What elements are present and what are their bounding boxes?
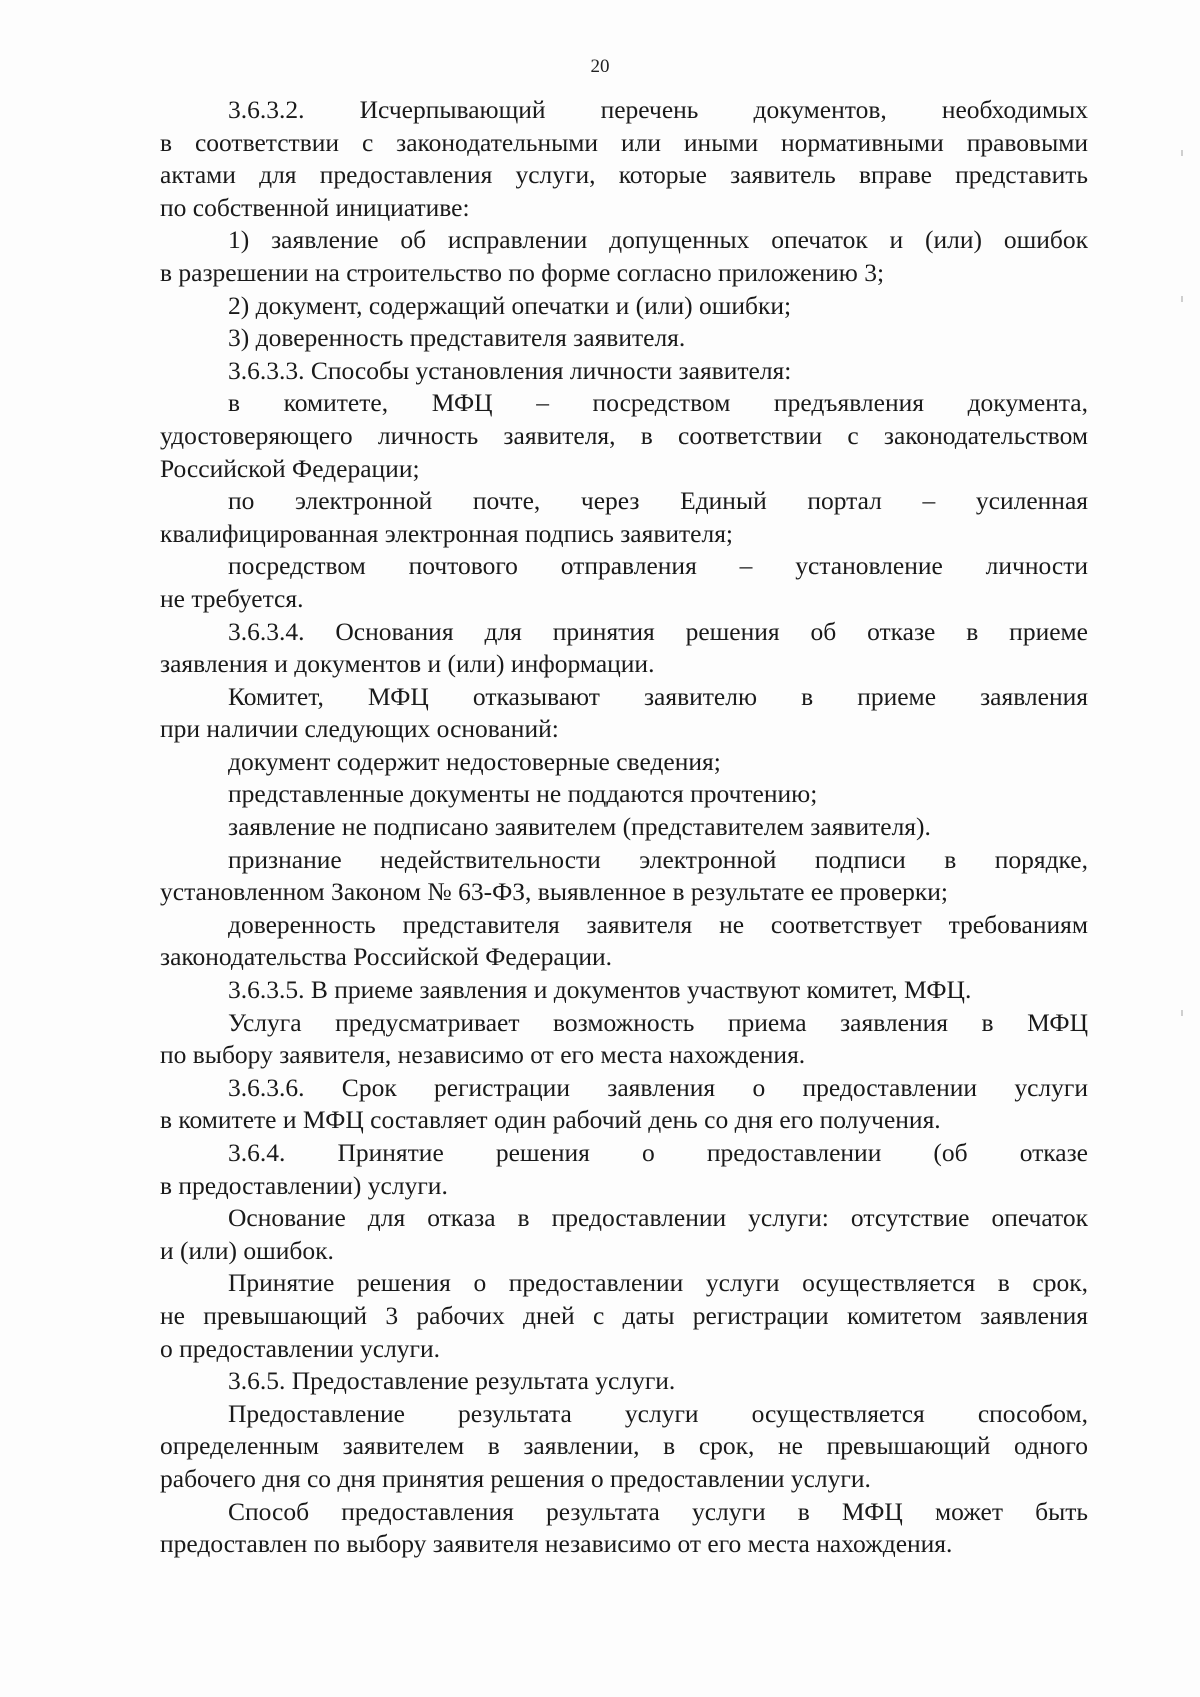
text-line: по собственной инициативе:: [160, 192, 470, 222]
text-line: 3.6.4. Принятие решения о предоставлении (об отказе: [228, 1138, 1088, 1167]
paragraph: [160, 811, 1088, 844]
text-line: о предоставлении услуги.: [160, 1333, 441, 1363]
text-line: Способ предоставления результата услуги в МФЦ может быть: [228, 1496, 1088, 1526]
paragraph: [160, 909, 1088, 974]
text-line: заявление не подписано заявителем (представителем заявителя).: [228, 812, 931, 842]
text-line: Комитет, МФЦ отказывают заявителю в приеме заявления: [228, 681, 1088, 711]
text-line: Принятие решения о предоставлении услуги осуществляется в срок,: [228, 1268, 1088, 1298]
scan-margin-mark: [1181, 150, 1183, 156]
text-line: Предоставление результата услуги осуществляется способом,: [228, 1398, 1088, 1428]
scan-margin-mark: [1181, 296, 1183, 302]
paragraph: [160, 1007, 1088, 1072]
paragraph: [160, 1496, 1088, 1561]
paragraph: [160, 1202, 1088, 1267]
text-line: Услуга предусматривает возможность приема заявления в МФЦ: [228, 1007, 1088, 1037]
paragraph: [160, 1365, 1088, 1398]
text-line: представленные документы не поддаются прочтению;: [228, 779, 818, 809]
paragraph: [160, 387, 1088, 485]
text-line: Основание для отказа в предоставлении услуги: отсутствие опечаток: [228, 1203, 1088, 1233]
text-line: не превышающий 3 рабочих дней с даты регистрации комитетом заявления: [160, 1300, 1088, 1330]
paragraph: [160, 844, 1088, 909]
paragraph: [160, 322, 1088, 355]
text-line: установленном Законом № 63-ФЗ, выявленное в результате ее проверки;: [160, 877, 949, 907]
text-line: заявления и документов и (или) информации.: [160, 649, 655, 679]
text-line: предоставлен по выбору заявителя независимо от его места нахождения.: [160, 1529, 953, 1559]
text-line: по выбору заявителя, независимо от его места нахождения.: [160, 1040, 806, 1070]
text-line: 3.6.3.3. Способы установления личности заявителя:: [228, 355, 792, 385]
text-line: 3.6.3.2. Исчерпывающий перечень документов, необходимых: [228, 95, 1088, 124]
text-line: в соответствии с законодательными или иными нормативными правовыми: [160, 127, 1088, 157]
paragraph: [160, 1267, 1088, 1365]
text-line: по электронной почте, через Единый портал – усиленная: [228, 486, 1088, 516]
text-line: 3) доверенность представителя заявителя.: [228, 323, 686, 353]
text-line: документ содержит недостоверные сведения;: [228, 746, 721, 776]
paragraph: [160, 485, 1088, 550]
text-line: определенным заявителем в заявлении, в срок, не превышающий одного: [160, 1431, 1088, 1461]
text-line: не требуется.: [160, 583, 304, 613]
scan-margin-mark: [1181, 1010, 1183, 1016]
paragraph: [160, 616, 1088, 681]
text-line: 3.6.3.4. Основания для принятия решения об отказе в приеме: [228, 616, 1088, 646]
text-line: 1) заявление об исправлении допущенных опечаток и (или) ошибок: [228, 225, 1088, 255]
text-line: и (или) ошибок.: [160, 1235, 334, 1265]
paragraph: [160, 290, 1088, 323]
text-line: 2) документ, содержащий опечатки и (или) ошибки;: [228, 290, 792, 320]
paragraph: [160, 974, 1088, 1007]
paragraph: [160, 681, 1088, 746]
paragraph: [160, 94, 1088, 224]
text-line: квалифицированная электронная подпись заявителя;: [160, 518, 734, 548]
paragraph: [160, 778, 1088, 811]
paragraph: [160, 1072, 1088, 1137]
paragraph: [160, 355, 1088, 388]
text-line: в разрешении на строительство по форме согласно приложению 3;: [160, 257, 885, 287]
paragraph: [160, 1137, 1088, 1202]
document-body: [160, 94, 1088, 1561]
paragraph: [160, 1398, 1088, 1496]
text-line: 3.6.5. Предоставление результата услуги.: [228, 1366, 676, 1396]
text-line: актами для предоставления услуги, которые заявитель вправе представить: [160, 160, 1088, 190]
paragraph: [160, 550, 1088, 615]
text-line: удостоверяющего личность заявителя, в соответствии с законодательством: [160, 420, 1088, 450]
text-line: Российской Федерации;: [160, 453, 420, 483]
text-line: в предоставлении) услуги.: [160, 1170, 448, 1200]
text-line: признание недействительности электронной подписи в порядке,: [228, 844, 1088, 874]
text-line: в комитете и МФЦ составляет один рабочий день со дня его получения.: [160, 1105, 941, 1135]
text-line: посредством почтового отправления – установление личности: [228, 551, 1088, 581]
paragraph: [160, 224, 1088, 289]
text-line: 3.6.3.5. В приеме заявления и документов участвуют комитет, МФЦ.: [228, 975, 972, 1005]
text-line: в комитете, МФЦ – посредством предъявления документа,: [228, 388, 1088, 418]
text-line: 3.6.3.6. Срок регистрации заявления о предоставлении услуги: [228, 1072, 1088, 1102]
paragraph: [160, 746, 1088, 779]
text-line: доверенность представителя заявителя не соответствует требованиям: [228, 909, 1088, 939]
page-number: 20: [590, 56, 610, 77]
text-line: законодательства Российской Федерации.: [160, 942, 613, 972]
text-line: рабочего дня со дня принятия решения о предоставлении услуги.: [160, 1463, 871, 1493]
text-line: при наличии следующих оснований:: [160, 714, 559, 744]
